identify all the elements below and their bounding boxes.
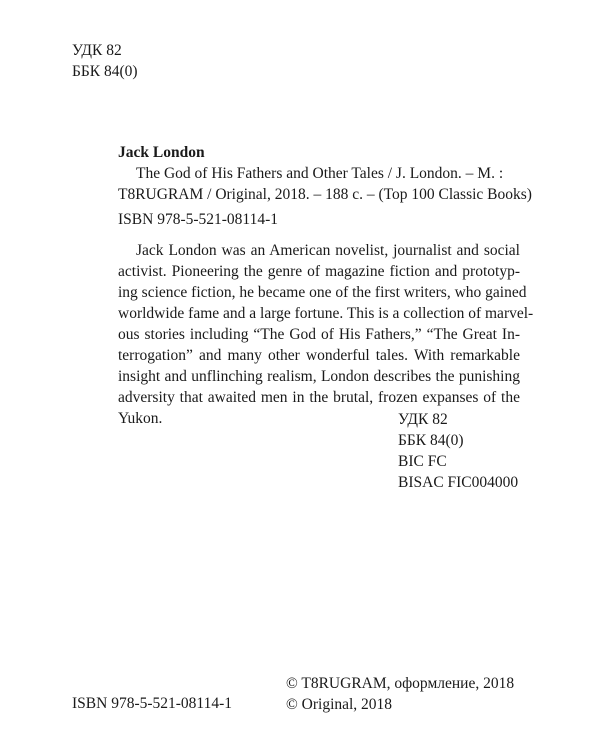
abstract-line: Jack London was an American novelist, journalist and social	[136, 242, 520, 259]
bbk-code: ББК 84(0)	[72, 63, 138, 80]
abstract-line: adversity that awaited men in the brutal, frozen expanses of the	[118, 389, 520, 406]
isbn-number: ISBN 978-5-521-08114-1	[118, 211, 279, 228]
author-name: Jack London	[118, 144, 205, 161]
title-statement: The God of His Fathers and Other Tales / J. London. – M. :	[136, 165, 504, 182]
copyright-original: © Original, 2018	[286, 696, 393, 713]
udk-code: УДК 82	[72, 42, 122, 59]
abstract-line: ous stories including “The God of His Fathers,” “The Great In-	[118, 326, 520, 343]
copyright-notices	[286, 673, 514, 715]
abstract-line: activist. Pioneering the genre of magazine fiction and prototyp-	[118, 263, 520, 280]
bibliographic-record	[118, 142, 532, 205]
bisac-code: BISAC FIC004000	[398, 474, 519, 491]
abstract-line: worldwide fame and a large fortune. This is a collection of marvel-	[118, 305, 534, 322]
copyright-design: © T8RUGRAM, оформление, 2018	[286, 675, 515, 692]
footer-isbn: ISBN 978-5-521-08114-1	[72, 695, 233, 712]
abstract-line: insight and unflinching realism, London describes the punishing	[118, 368, 520, 385]
abstract-line: ing science fiction, he became one of the first writers, who gained	[118, 284, 527, 301]
bbk-code: ББК 84(0)	[398, 432, 464, 449]
book-abstract	[118, 240, 534, 429]
abstract-line: terrogation” and many other wonderful tales. With remarkable	[118, 347, 520, 364]
abstract-line: Yukon.	[118, 410, 163, 427]
top-classification-codes	[72, 40, 138, 82]
publication-statement: T8RUGRAM / Original, 2018. – 188 c. – (Top 100 Classic Books)	[118, 186, 532, 203]
bic-code: BIC FC	[398, 453, 447, 470]
udk-code: УДК 82	[398, 411, 448, 428]
classification-codes	[398, 409, 518, 493]
